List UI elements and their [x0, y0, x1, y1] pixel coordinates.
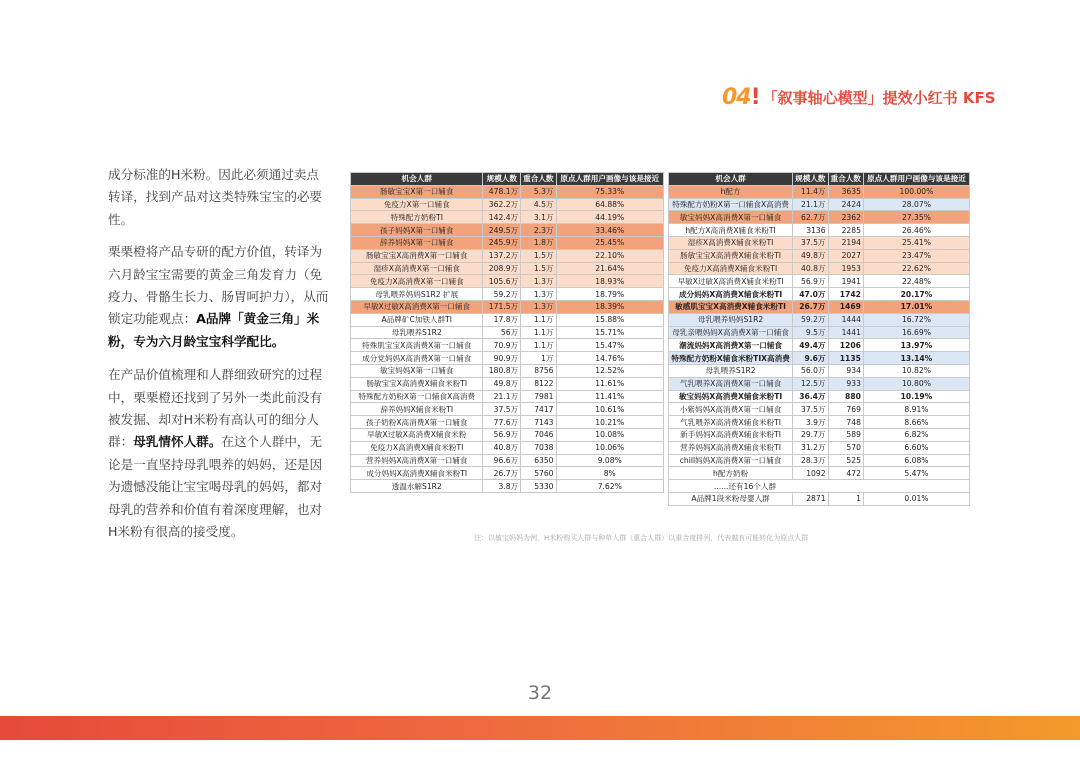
cell-overlap: 1万 — [521, 352, 556, 365]
col-header-size: 规模人数 — [483, 173, 521, 186]
cell-audience: 特殊肌宝宝X高消费X第一口辅食 — [351, 339, 483, 352]
cell-overlap: 1444 — [828, 313, 863, 326]
cell-similarity: 10.19% — [863, 390, 969, 403]
cell-overlap: 1742 — [828, 288, 863, 301]
cell-audience: 敏感肌宝宝X高消费X辅食米粉TI — [669, 300, 793, 313]
cell-audience: 敏宝妈妈X第一口辅食 — [351, 364, 483, 377]
cell-similarity: 8.66% — [863, 416, 969, 429]
table-row — [669, 249, 970, 262]
cell-audience: 潮流妈妈X高消费X第一口辅食 — [669, 339, 793, 352]
cell-overlap: 1469 — [828, 300, 863, 313]
cell-audience: 营养妈妈X高消费X辅食米粉TI — [669, 441, 793, 454]
cell-similarity: 22.48% — [863, 275, 969, 288]
col-header-audience: 机会人群 — [351, 173, 483, 186]
cell-overlap: 472 — [828, 467, 863, 480]
cell-size: 12.5万 — [793, 377, 828, 390]
cell-audience: 免疫力X第一口辅食 — [351, 198, 483, 211]
cell-similarity: 13.14% — [863, 352, 969, 365]
cell-size: 49.8万 — [793, 249, 828, 262]
cell-audience: chill妈妈X高消费X第一口辅食 — [669, 454, 793, 467]
cell-audience: 营养妈妈X高消费X第一口辅食 — [351, 454, 483, 467]
cell-overlap: 769 — [828, 403, 863, 416]
cell-similarity: 7.62% — [556, 480, 663, 493]
section-exclamation: ! — [750, 84, 761, 110]
table-row — [669, 416, 970, 429]
table-row — [351, 198, 664, 211]
cell-similarity: 5.47% — [863, 467, 969, 480]
cell-audience: h配方 — [669, 185, 793, 198]
cell-size: 40.8万 — [793, 262, 828, 275]
table-body-right — [669, 185, 970, 505]
cell-similarity: 17.01% — [863, 300, 969, 313]
cell-overlap: 7417 — [521, 403, 556, 416]
cell-overlap: 3.1万 — [521, 211, 556, 224]
cell-size: 105.6万 — [483, 275, 521, 288]
cell-size: 137.2万 — [483, 249, 521, 262]
cell-size: 171.5万 — [483, 300, 521, 313]
cell-size: 249.5万 — [483, 224, 521, 237]
cell-overlap: 1.8万 — [521, 236, 556, 249]
cell-audience: 成分妈妈X高消费X辅食米粉TI — [669, 288, 793, 301]
cell-similarity: 8.91% — [863, 403, 969, 416]
col-header-similarity: 原点人群用户画像与该是接近 — [863, 173, 969, 186]
section-header — [722, 84, 996, 110]
cell-size: 362.2万 — [483, 198, 521, 211]
cell-overlap: 1953 — [828, 262, 863, 275]
table-row — [351, 377, 664, 390]
cell-audience: 成分妈妈X高消费X辅食米粉TI — [351, 467, 483, 480]
cell-audience: 肠敏宝宝X高消费X第一口辅食 — [351, 249, 483, 262]
cell-overlap: 5760 — [521, 467, 556, 480]
table-row — [351, 224, 664, 237]
cell-overlap: 1.1万 — [521, 339, 556, 352]
paragraph-2-bold: A品牌「黄金三角」米粉，专为六月龄宝宝科学配比。 — [108, 311, 320, 349]
table-row — [351, 480, 664, 493]
cell-size: 208.9万 — [483, 262, 521, 275]
cell-size: 56.9万 — [793, 275, 828, 288]
cell-audience: 敏宝妈妈X高消费X辅食米粉TI — [669, 390, 793, 403]
table-row — [669, 428, 970, 441]
table-row — [669, 211, 970, 224]
cell-audience: 免疫力X高消费X辅食米粉TI — [351, 441, 483, 454]
cell-size: 3.9万 — [793, 416, 828, 429]
cell-audience: 母乳喂养妈妈S1R2 扩展 — [351, 288, 483, 301]
cell-audience: 孩子妈妈X第一口辅食 — [351, 224, 483, 237]
cell-audience: 辞养妈妈X第一口辅食 — [351, 236, 483, 249]
cell-overlap: 525 — [828, 454, 863, 467]
cell-size: 56.0万 — [793, 364, 828, 377]
cell-similarity: 21.64% — [556, 262, 663, 275]
cell-audience: 湿疹X高消费X辅食米粉TI — [669, 236, 793, 249]
col-header-size: 规模人数 — [793, 173, 828, 186]
table-footnote: 注：以敏宝妈妈为例，H米粉购买人群与种草人群（重合人群）以重合度排列，代表越有可能转化为原点人群 — [474, 534, 809, 542]
cell-size: 56万 — [483, 326, 521, 339]
cell-size: 11.4万 — [793, 185, 828, 198]
cell-overlap: 7143 — [521, 416, 556, 429]
cell-overlap: 1206 — [828, 339, 863, 352]
cell-size: 245.9万 — [483, 236, 521, 249]
table-row — [351, 416, 664, 429]
cell-size: 3.8万 — [483, 480, 521, 493]
cell-size: 3136 — [793, 224, 828, 237]
cell-audience: 孩子奶粉X高消费X第一口辅食 — [351, 416, 483, 429]
table-row — [351, 236, 664, 249]
cell-size: 47.0万 — [793, 288, 828, 301]
cell-audience: 早敏X过敏X高消费X第一口辅食 — [351, 300, 483, 313]
paragraph-2 — [108, 241, 330, 353]
table-row — [669, 275, 970, 288]
cell-size: 37.5万 — [793, 403, 828, 416]
table-row — [669, 236, 970, 249]
cell-overlap: 1 — [828, 492, 863, 505]
body-text — [108, 164, 330, 555]
table-row — [351, 390, 664, 403]
cell-size: 9.6万 — [793, 352, 828, 365]
paragraph-3-tail: 在这个人群中，无论是一直坚持母乳喂养的妈妈，还是因为遗憾没能让宝宝喝母乳的妈妈，都对母乳的营养和价值有着深度理解，也对H米粉有很高的接受度。 — [108, 434, 323, 540]
cell-overlap: 748 — [828, 416, 863, 429]
paragraph-1-text: 成分标准的H米粉。因此必须通过卖点转译，找到产品对这类特殊宝宝的必要性。 — [108, 167, 323, 227]
cell-similarity: 10.61% — [556, 403, 663, 416]
cell-overlap: 8122 — [521, 377, 556, 390]
cell-overlap: 7981 — [521, 390, 556, 403]
cell-similarity: 25.45% — [556, 236, 663, 249]
table-row — [351, 441, 664, 454]
cell-size: 77.6万 — [483, 416, 521, 429]
cell-similarity: 16.72% — [863, 313, 969, 326]
cell-audience: 免疫力X高消费X辅食米粉TI — [669, 262, 793, 275]
cell-similarity: 18.79% — [556, 288, 663, 301]
cell-similarity: 28.07% — [863, 198, 969, 211]
paragraph-1 — [108, 164, 330, 231]
cell-overlap: 589 — [828, 428, 863, 441]
cell-similarity: 12.52% — [556, 364, 663, 377]
cell-similarity: 11.41% — [556, 390, 663, 403]
cell-audience: 早敏X过敏X高消费X辅食米粉TI — [669, 275, 793, 288]
cell-size: 96.6万 — [483, 454, 521, 467]
cell-overlap: 7046 — [521, 428, 556, 441]
table-row — [669, 467, 970, 480]
table-row — [351, 428, 664, 441]
cell-similarity: 6.08% — [863, 454, 969, 467]
cell-similarity: 15.71% — [556, 326, 663, 339]
col-header-similarity: 原点人群用户画像与该是接近 — [556, 173, 663, 186]
cell-similarity: 0.01% — [863, 492, 969, 505]
cell-overlap: 880 — [828, 390, 863, 403]
table-body-left — [351, 185, 664, 492]
cell-size: 36.4万 — [793, 390, 828, 403]
table-row — [351, 326, 664, 339]
table-row — [669, 403, 970, 416]
cell-size: 62.7万 — [793, 211, 828, 224]
cell-audience: 母乳喂养妈妈S1R2 — [669, 313, 793, 326]
col-header-overlap: 重合人数 — [521, 173, 556, 186]
audience-table-left — [350, 172, 664, 493]
cell-size: 2871 — [793, 492, 828, 505]
cell-size: 59.2万 — [793, 313, 828, 326]
table-row — [351, 454, 664, 467]
cell-size: 9.5万 — [793, 326, 828, 339]
cell-audience: 特殊配方奶粉X第一口辅食X高消费 — [669, 198, 793, 211]
table-row — [669, 326, 970, 339]
cell-overlap: 1.5万 — [521, 249, 556, 262]
cell-overlap: 1941 — [828, 275, 863, 288]
cell-similarity: 18.93% — [556, 275, 663, 288]
table-row — [669, 480, 970, 493]
cell-audience: 透温水解S1R2 — [351, 480, 483, 493]
cell-similarity: 10.80% — [863, 377, 969, 390]
cell-size: 180.8万 — [483, 364, 521, 377]
cell-overlap: 6350 — [521, 454, 556, 467]
table-row — [669, 352, 970, 365]
cell-audience: 母乳喂养S1R2 — [669, 364, 793, 377]
cell-overlap: 1135 — [828, 352, 863, 365]
cell-similarity: 64.88% — [556, 198, 663, 211]
cell-size: 49.4万 — [793, 339, 828, 352]
table-row — [351, 262, 664, 275]
cell-audience: 辞养妈妈X辅食米粉TI — [351, 403, 483, 416]
table-row — [669, 390, 970, 403]
cell-overlap: 934 — [828, 364, 863, 377]
cell-similarity: 10.08% — [556, 428, 663, 441]
table-row — [669, 185, 970, 198]
cell-size: 29.7万 — [793, 428, 828, 441]
cell-audience: 成分党妈妈X高消费X第一口辅食 — [351, 352, 483, 365]
cell-similarity: 75.33% — [556, 185, 663, 198]
bottom-gradient-bar — [0, 716, 1080, 740]
cell-similarity: 6.82% — [863, 428, 969, 441]
cell-audience: 特殊配方奶粉TI — [351, 211, 483, 224]
cell-audience: 敏宝妈妈X高消费X第一口辅食 — [669, 211, 793, 224]
cell-similarity: 15.88% — [556, 313, 663, 326]
cell-overlap: 1.5万 — [521, 262, 556, 275]
cell-similarity: 44.19% — [556, 211, 663, 224]
cell-audience: 湿疹X高消费X第一口辅食 — [351, 262, 483, 275]
table-row — [669, 313, 970, 326]
cell-similarity: 15.47% — [556, 339, 663, 352]
cell-size: 142.4万 — [483, 211, 521, 224]
table-row — [669, 377, 970, 390]
cell-overlap: 2285 — [828, 224, 863, 237]
table-header-row — [669, 173, 970, 186]
table-row — [351, 249, 664, 262]
cell-audience: h配方奶粉 — [669, 467, 793, 480]
cell-overlap: 1.3万 — [521, 288, 556, 301]
cell-audience: 小紫妈妈X高消费X第一口辅食 — [669, 403, 793, 416]
cell-audience: 特殊配方奶粉X辅食米粉TIX高消费 — [669, 352, 793, 365]
table-row — [669, 198, 970, 211]
cell-size: 90.9万 — [483, 352, 521, 365]
table-row — [351, 275, 664, 288]
cell-audience: h配方X高消费X辅食米粉TI — [669, 224, 793, 237]
table-row — [351, 300, 664, 313]
table-row — [669, 339, 970, 352]
table-row — [669, 454, 970, 467]
cell-audience: 气乳喂养X高消费X辅食米粉TI — [669, 416, 793, 429]
cell-overlap: 1.1万 — [521, 313, 556, 326]
cell-overlap: 1.3万 — [521, 275, 556, 288]
cell-size: 59.2万 — [483, 288, 521, 301]
paragraph-2-text: 栗栗橙将产品专研的配方价值，转译为六月龄宝宝需要的黄金三角发育力（免疫力、骨骼生长力、肠胃呵护力），从而锁定功能观点： — [108, 244, 329, 327]
cell-audience: A品牌1段米粉母婴人群 — [669, 492, 793, 505]
cell-overlap: 3635 — [828, 185, 863, 198]
cell-size: 70.9万 — [483, 339, 521, 352]
cell-audience: 早敏X过敏X高消费X辅食米粉 — [351, 428, 483, 441]
cell-overlap: 4.5万 — [521, 198, 556, 211]
cell-overlap: 2194 — [828, 236, 863, 249]
cell-audience: 新手妈妈X高消费X辅食米粉TI — [669, 428, 793, 441]
cell-similarity: 9.08% — [556, 454, 663, 467]
cell-similarity: 18.39% — [556, 300, 663, 313]
section-title: 「叙事轴心模型」提效小红书 KFS — [762, 88, 996, 107]
cell-overlap: 5330 — [521, 480, 556, 493]
cell-similarity: 6.60% — [863, 441, 969, 454]
cell-audience: 免疫力X高消费X第一口辅食 — [351, 275, 483, 288]
table-row — [351, 211, 664, 224]
table-row — [669, 262, 970, 275]
cell-similarity: 23.47% — [863, 249, 969, 262]
cell-audience: 母乳亲喂妈妈X高消费X第一口辅食 — [669, 326, 793, 339]
cell-size: 21.1万 — [483, 390, 521, 403]
table-header-row — [351, 173, 664, 186]
cell-size: 49.8万 — [483, 377, 521, 390]
cell-overlap: 2362 — [828, 211, 863, 224]
table-row — [351, 467, 664, 480]
audience-table-right — [668, 172, 970, 506]
cell-size: 37.5万 — [483, 403, 521, 416]
cell-similarity: 10.82% — [863, 364, 969, 377]
cell-size: 1092 — [793, 467, 828, 480]
cell-overlap: 8756 — [521, 364, 556, 377]
cell-audience: A品牌矿C加铁人群TI — [351, 313, 483, 326]
cell-more-audiences: ......还有16个人群 — [669, 480, 970, 493]
cell-audience: 肠敏宝宝X第一口辅食 — [351, 185, 483, 198]
cell-similarity: 11.61% — [556, 377, 663, 390]
table-row — [351, 313, 664, 326]
cell-similarity: 22.10% — [556, 249, 663, 262]
cell-overlap: 2424 — [828, 198, 863, 211]
cell-similarity: 10.06% — [556, 441, 663, 454]
cell-size: 31.2万 — [793, 441, 828, 454]
cell-size: 26.7万 — [483, 467, 521, 480]
cell-audience: 特殊配方奶粉X第一口辅食X高消费 — [351, 390, 483, 403]
table-row — [669, 288, 970, 301]
table-row — [351, 364, 664, 377]
table-row — [351, 352, 664, 365]
cell-similarity: 27.35% — [863, 211, 969, 224]
cell-similarity: 22.62% — [863, 262, 969, 275]
cell-audience: 母乳喂养S1R2 — [351, 326, 483, 339]
cell-size: 40.8万 — [483, 441, 521, 454]
table-row — [351, 403, 664, 416]
paragraph-3-bold: 母乳情怀人群。 — [133, 434, 222, 450]
cell-size: 21.1万 — [793, 198, 828, 211]
cell-similarity: 14.76% — [556, 352, 663, 365]
cell-overlap: 2.3万 — [521, 224, 556, 237]
cell-similarity: 33.46% — [556, 224, 663, 237]
cell-overlap: 1.3万 — [521, 300, 556, 313]
cell-overlap: 1441 — [828, 326, 863, 339]
cell-overlap: 5.3万 — [521, 185, 556, 198]
cell-size: 17.8万 — [483, 313, 521, 326]
page-number: 32 — [527, 682, 553, 704]
table-row — [669, 441, 970, 454]
col-header-audience: 机会人群 — [669, 173, 793, 186]
paragraph-3 — [108, 364, 330, 543]
paragraph-3-text: 在产品价值梳理和人群细致研究的过程中，栗栗橙还找到了另外一类此前没有被发掘、却对H米粉有高认可的细分人群： — [108, 367, 323, 450]
table-row — [351, 339, 664, 352]
table-row — [669, 300, 970, 313]
table-row — [669, 224, 970, 237]
table-row — [669, 364, 970, 377]
cell-similarity: 10.21% — [556, 416, 663, 429]
cell-size: 28.3万 — [793, 454, 828, 467]
table-row — [351, 288, 664, 301]
cell-similarity: 13.97% — [863, 339, 969, 352]
cell-audience: 肠敏宝宝X高消费X辅食米粉TI — [351, 377, 483, 390]
cell-similarity: 8% — [556, 467, 663, 480]
cell-overlap: 2027 — [828, 249, 863, 262]
cell-audience: 肠敏宝宝X高消费X辅食米粉TI — [669, 249, 793, 262]
col-header-overlap: 重合人数 — [828, 173, 863, 186]
cell-overlap: 933 — [828, 377, 863, 390]
cell-overlap: 1.1万 — [521, 326, 556, 339]
cell-overlap: 570 — [828, 441, 863, 454]
table-row — [669, 492, 970, 505]
cell-size: 37.5万 — [793, 236, 828, 249]
section-number: 04 — [722, 84, 751, 110]
cell-size: 478.1万 — [483, 185, 521, 198]
cell-similarity: 100.00% — [863, 185, 969, 198]
cell-audience: 气乳喂养X高消费X第一口辅食 — [669, 377, 793, 390]
cell-similarity: 26.46% — [863, 224, 969, 237]
cell-size: 56.9万 — [483, 428, 521, 441]
cell-overlap: 7038 — [521, 441, 556, 454]
cell-size: 26.7万 — [793, 300, 828, 313]
table-row — [351, 185, 664, 198]
cell-similarity: 25.41% — [863, 236, 969, 249]
cell-similarity: 16.69% — [863, 326, 969, 339]
cell-similarity: 20.17% — [863, 288, 969, 301]
